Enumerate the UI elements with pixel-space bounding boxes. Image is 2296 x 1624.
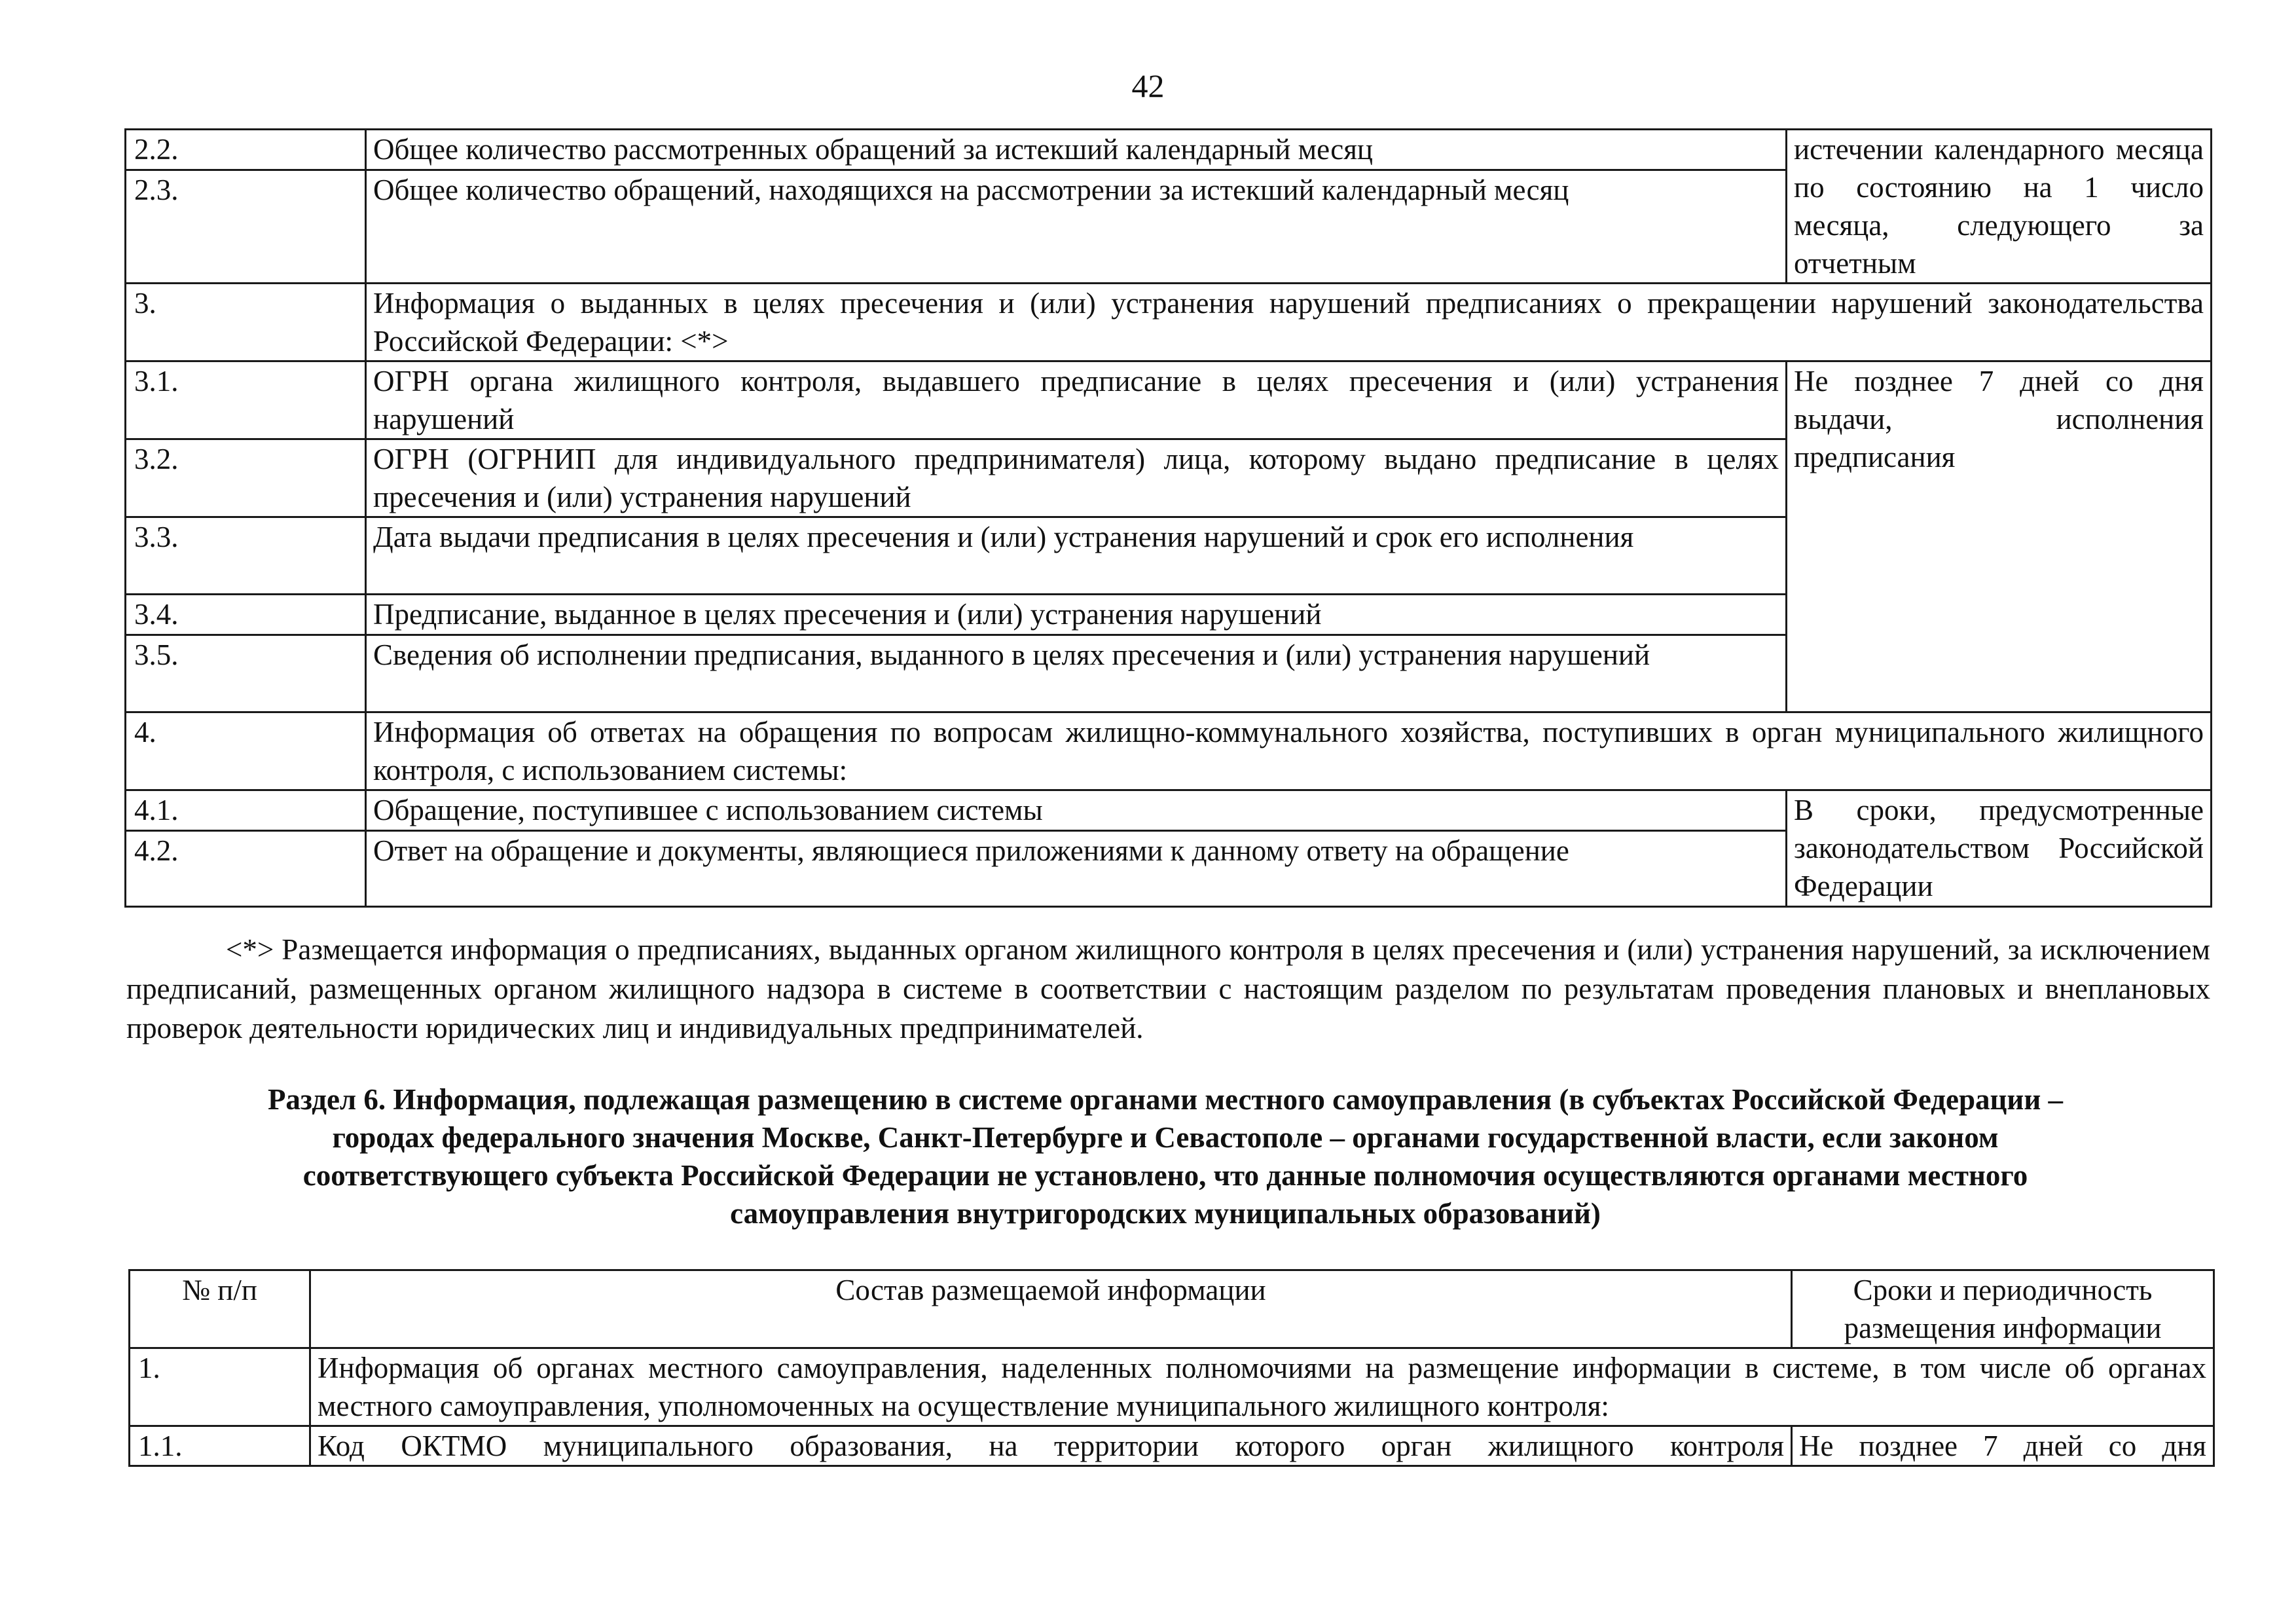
row-number: 3. — [126, 284, 366, 361]
header-term: Сроки и периодичность размещения информации — [1792, 1270, 2214, 1348]
page-number: 42 — [1131, 67, 1165, 104]
row-text: Информация об органах местного самоуправления, наделенных полномочиями на размещение информации в системе, в том числе об органах местного самоуправления, уполномоченных на осуществление муниципального жилищного контроля: — [310, 1348, 2214, 1426]
row-number: 4. — [126, 712, 366, 790]
footnote: <*> Размещается информация о предписаниях, выданных органом жилищного контроля в целях пресечения и (или) устранения нарушений, за исключением предписаний, размещенных органом жилищного надзора в системе в соответствии с настоящим разделом по результатам проведения плановых и внеплановых проверок деятельности юридических лиц и индивидуальных предпринимателей. — [126, 933, 2210, 1044]
header-content: Состав размещаемой информации — [310, 1270, 1792, 1348]
row-text: ОГРН органа жилищного контроля, выдавшего предписание в целях пресечения и (или) устранения нарушений — [366, 361, 1787, 439]
term-cell: В сроки, предусмотренные законодательством Российской Федерации — [1787, 790, 2212, 907]
term-cell: истечении календарного месяца по состоянию на 1 число месяца, следующего за отчетным — [1787, 130, 2212, 284]
section-title-line: соответствующего субъекта Российской Федерации не установлено, что данные полномочия осуществляются органами местного — [302, 1159, 2028, 1192]
table-row — [126, 284, 2212, 361]
table-header-row — [130, 1270, 2214, 1348]
row-number: 4.1. — [126, 790, 366, 831]
row-text: Общее количество обращений, находящихся на рассмотрении за истекший календарный месяц — [366, 170, 1787, 283]
table-row — [126, 712, 2212, 790]
table-row — [126, 790, 2212, 831]
row-number: 3.2. — [126, 439, 366, 517]
section-title-line: городах федерального значения Москве, Санкт-Петербурге и Севастополе – органами государственной власти, если законом — [332, 1121, 1999, 1154]
disclosure-table-continued — [124, 128, 2212, 908]
row-text: Код ОКТМО муниципального образования, на территории которого орган жилищного контроля — [310, 1426, 1792, 1466]
row-number: 3.3. — [126, 517, 366, 595]
row-number: 1.1. — [130, 1426, 310, 1466]
term-cell: Не позднее 7 дней со дня выдачи, исполнения предписания — [1787, 361, 2212, 712]
table-row — [126, 361, 2212, 439]
row-text: Ответ на обращение и документы, являющиеся приложениями к данному ответу на обращение — [366, 831, 1787, 907]
row-text: Информация о выданных в целях пресечения и (или) устранения нарушений предписаниях о прекращении нарушений законодательства Российской Федерации: <*> — [366, 284, 2212, 361]
section-title-line: Раздел 6. Информация, подлежащая размещению в системе органами местного самоуправления (в субъектах Российской Федерации – — [267, 1083, 2064, 1116]
row-text: Сведения об исполнении предписания, выданного в целях пресечения и (или) устранения нарушений — [366, 635, 1787, 712]
term-cell: Не позднее 7 дней со дня — [1792, 1426, 2214, 1466]
row-text: Дата выдачи предписания в целях пресечения и (или) устранения нарушений и срок его исполнения — [366, 517, 1787, 595]
row-number: 2.3. — [126, 170, 366, 283]
row-text: Обращение, поступившее с использованием системы — [366, 790, 1787, 831]
section-6-table — [128, 1269, 2215, 1467]
table-row — [130, 1426, 2214, 1466]
row-text: Общее количество рассмотренных обращений за истекший календарный месяц — [366, 130, 1787, 170]
table-row — [126, 130, 2212, 170]
row-number: 2.2. — [126, 130, 366, 170]
row-number: 4.2. — [126, 831, 366, 907]
header-number: № п/п — [130, 1270, 310, 1348]
section-title-line: самоуправления внутригородских муниципальных образований) — [730, 1197, 1601, 1230]
row-number: 1. — [130, 1348, 310, 1426]
row-number: 3.4. — [126, 595, 366, 635]
section-title — [151, 1080, 2180, 1232]
row-number: 3.1. — [126, 361, 366, 439]
row-text: ОГРН (ОГРНИП для индивидуального предпринимателя) лица, которому выдано предписание в целях пресечения и (или) устранения нарушений — [366, 439, 1787, 517]
row-text: Информация об ответах на обращения по вопросам жилищно-коммунального хозяйства, поступивших в орган муниципального жилищного контроля, с использованием системы: — [366, 712, 2212, 790]
row-number: 3.5. — [126, 635, 366, 712]
row-text: Предписание, выданное в целях пресечения и (или) устранения нарушений — [366, 595, 1787, 635]
table-row — [130, 1348, 2214, 1426]
